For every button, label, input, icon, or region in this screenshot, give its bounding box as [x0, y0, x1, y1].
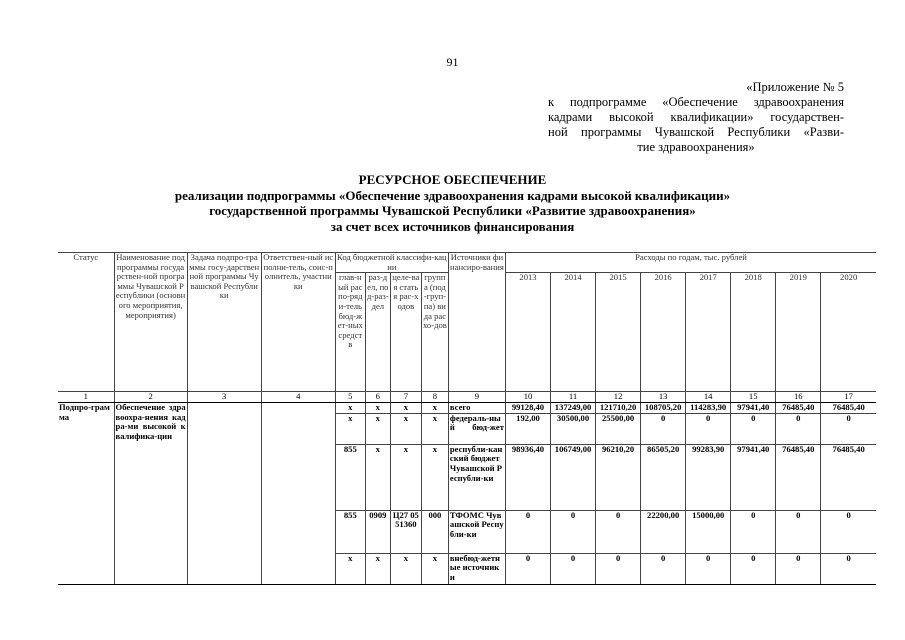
value-cell: 98936,40	[505, 444, 550, 510]
resource-table	[58, 252, 876, 585]
value-cell: 97941,40	[731, 444, 776, 510]
value-cell: 137249,00	[551, 403, 596, 414]
value-cell: 0	[686, 413, 731, 444]
value-cell: 76485,40	[821, 403, 876, 414]
column-number: 11	[551, 392, 596, 403]
value-cell: 0	[641, 553, 686, 584]
value-cell: 114283,90	[686, 403, 731, 414]
header-group: группа (под-груп-па) вида расхо-дов	[421, 273, 448, 392]
header-section: раз-дел, под-раз-дел	[365, 273, 390, 392]
source-cell: республи-канский бюджет Чувашской Республи-ки	[448, 444, 505, 510]
section-cell: x	[365, 413, 390, 444]
column-number: 2	[114, 392, 187, 403]
page-number: 91	[446, 55, 459, 69]
source-cell: всего	[448, 403, 505, 414]
column-number: 15	[731, 392, 776, 403]
header-budget-code: Код бюджетной классифи-кации	[337, 252, 447, 272]
value-cell: 97941,40	[731, 403, 776, 414]
header-program-name: Наименование подпрограммы государствен-ной программы Чувашской Республики (основного мероприятия, мероприятия)	[114, 253, 187, 392]
group-cell: 000	[421, 510, 448, 553]
article-cell: Ц27 05 51360	[390, 510, 421, 553]
appendix-line-2: к подпрограмме «Обеспечение здравоохранения	[548, 95, 844, 109]
group-cell: x	[421, 403, 448, 414]
value-cell: 0	[551, 510, 596, 553]
header-year-2014: 2014	[551, 273, 596, 392]
column-number: 6	[365, 392, 390, 403]
column-number: 16	[776, 392, 821, 403]
value-cell: 0	[776, 510, 821, 553]
appendix-line-5: тие здравоохранения»	[637, 140, 755, 154]
column-number: 10	[505, 392, 550, 403]
section-cell: x	[365, 403, 390, 414]
value-cell: 0	[596, 510, 641, 553]
value-cell: 0	[776, 553, 821, 584]
heading-title: РЕСУРСНОЕ ОБЕСПЕЧЕНИЕ	[358, 172, 547, 187]
header-sources: Источники финансиро-вания	[448, 253, 505, 392]
header-year-2015: 2015	[596, 273, 641, 392]
program-name-cell: Обеспечение здравоохра-нения кадра-ми высокой квалифика-ции	[114, 403, 187, 585]
appendix-line-1: «Приложение № 5	[746, 80, 844, 94]
column-number: 7	[390, 392, 421, 403]
header-year-2018: 2018	[731, 273, 776, 392]
column-number: 3	[187, 392, 261, 403]
value-cell: 76485,40	[776, 403, 821, 414]
header-year-2013: 2013	[505, 273, 550, 392]
value-cell: 99283,90	[686, 444, 731, 510]
article-cell: x	[390, 444, 421, 510]
value-cell: 0	[821, 510, 876, 553]
header-grbs: глав-ный распо-ряди-тель бюд-жет-ных средств	[335, 273, 365, 392]
value-cell: 15000,00	[686, 510, 731, 553]
header-year-2016: 2016	[641, 273, 686, 392]
header-year-2020: 2020	[840, 272, 858, 283]
table-row	[58, 403, 876, 414]
value-cell: 0	[776, 413, 821, 444]
value-cell: 0	[731, 553, 776, 584]
value-cell: 108705,20	[641, 403, 686, 414]
value-cell: 121710,20	[596, 403, 641, 414]
column-number: 4	[261, 392, 335, 403]
grbs-cell: x	[335, 403, 365, 414]
header-task: Задача подпро-граммы госу-дарственной программы Чувашской Республики	[187, 253, 261, 392]
header-expenses: Расходы по годам, тыс. рублей	[505, 253, 876, 273]
header-executor: Ответствен-ный исполни-тель, соис-полнитель, участники	[261, 253, 335, 392]
column-number: 13	[641, 392, 686, 403]
header-status: Статус	[58, 253, 114, 392]
section-cell: x	[365, 553, 390, 584]
article-cell: x	[390, 413, 421, 444]
column-number: 8	[421, 392, 448, 403]
heading-line-2: реализации подпрограммы «Обеспечение здравоохранения кадрами высокой квалификации»	[174, 187, 731, 203]
source-cell: ТФОМС Чувашской Республи-ки	[448, 510, 505, 553]
group-cell: x	[421, 413, 448, 444]
column-number: 9	[448, 392, 505, 403]
value-cell: 99128,40	[505, 403, 550, 414]
value-cell: 192,00	[505, 413, 550, 444]
heading-line-3: государственной программы Чувашской Республики «Развитие здравоохранения»	[209, 203, 696, 218]
column-number: 14	[686, 392, 731, 403]
value-cell: 0	[821, 413, 876, 444]
value-cell: 0	[551, 553, 596, 584]
value-cell: 0	[596, 553, 641, 584]
source-cell: федераль-ный бюд-жет	[448, 413, 505, 444]
section-cell: 0909	[365, 510, 390, 553]
task-cell	[187, 403, 261, 585]
grbs-cell: 855	[335, 444, 365, 510]
column-number: 17	[821, 392, 876, 403]
column-number: 12	[596, 392, 641, 403]
value-cell: 96210,20	[596, 444, 641, 510]
heading-line-4: за счет всех источников финансирования	[330, 218, 575, 234]
status-cell: Подпро-грамма	[58, 403, 114, 585]
column-number: 5	[335, 392, 365, 403]
group-cell: x	[421, 553, 448, 584]
value-cell: 86505,20	[641, 444, 686, 510]
section-cell: x	[365, 444, 390, 510]
appendix-line-4: ной программы Чувашской Республики «Разви-	[548, 125, 844, 139]
executor-cell	[261, 403, 335, 585]
value-cell: 0	[505, 510, 550, 553]
value-cell: 0	[821, 553, 876, 584]
value-cell: 25500,00	[596, 413, 641, 444]
value-cell: 0	[641, 413, 686, 444]
article-cell: x	[390, 403, 421, 414]
source-cell: внебюд-жетные источники	[448, 553, 505, 584]
appendix-note	[548, 80, 844, 155]
value-cell: 0	[731, 510, 776, 553]
value-cell: 0	[731, 413, 776, 444]
header-article: целе-вая статья рас-ходов	[390, 273, 421, 392]
value-cell: 0	[686, 553, 731, 584]
header-year-2019: 2019	[776, 273, 821, 392]
article-cell: x	[390, 553, 421, 584]
value-cell: 22200,00	[641, 510, 686, 553]
column-number: 1	[58, 392, 114, 403]
group-cell: x	[421, 444, 448, 510]
value-cell: 30500,00	[551, 413, 596, 444]
appendix-line-3: кадрами высокой квалификации» государствен-	[548, 110, 844, 124]
grbs-cell: 855	[335, 510, 365, 553]
header-year-2017: 2017	[686, 273, 731, 392]
value-cell: 76485,40	[821, 444, 876, 510]
value-cell: 76485,40	[776, 444, 821, 510]
document-heading	[0, 172, 905, 234]
grbs-cell: x	[335, 413, 365, 444]
value-cell: 0	[505, 553, 550, 584]
grbs-cell: x	[335, 553, 365, 584]
value-cell: 106749,00	[551, 444, 596, 510]
